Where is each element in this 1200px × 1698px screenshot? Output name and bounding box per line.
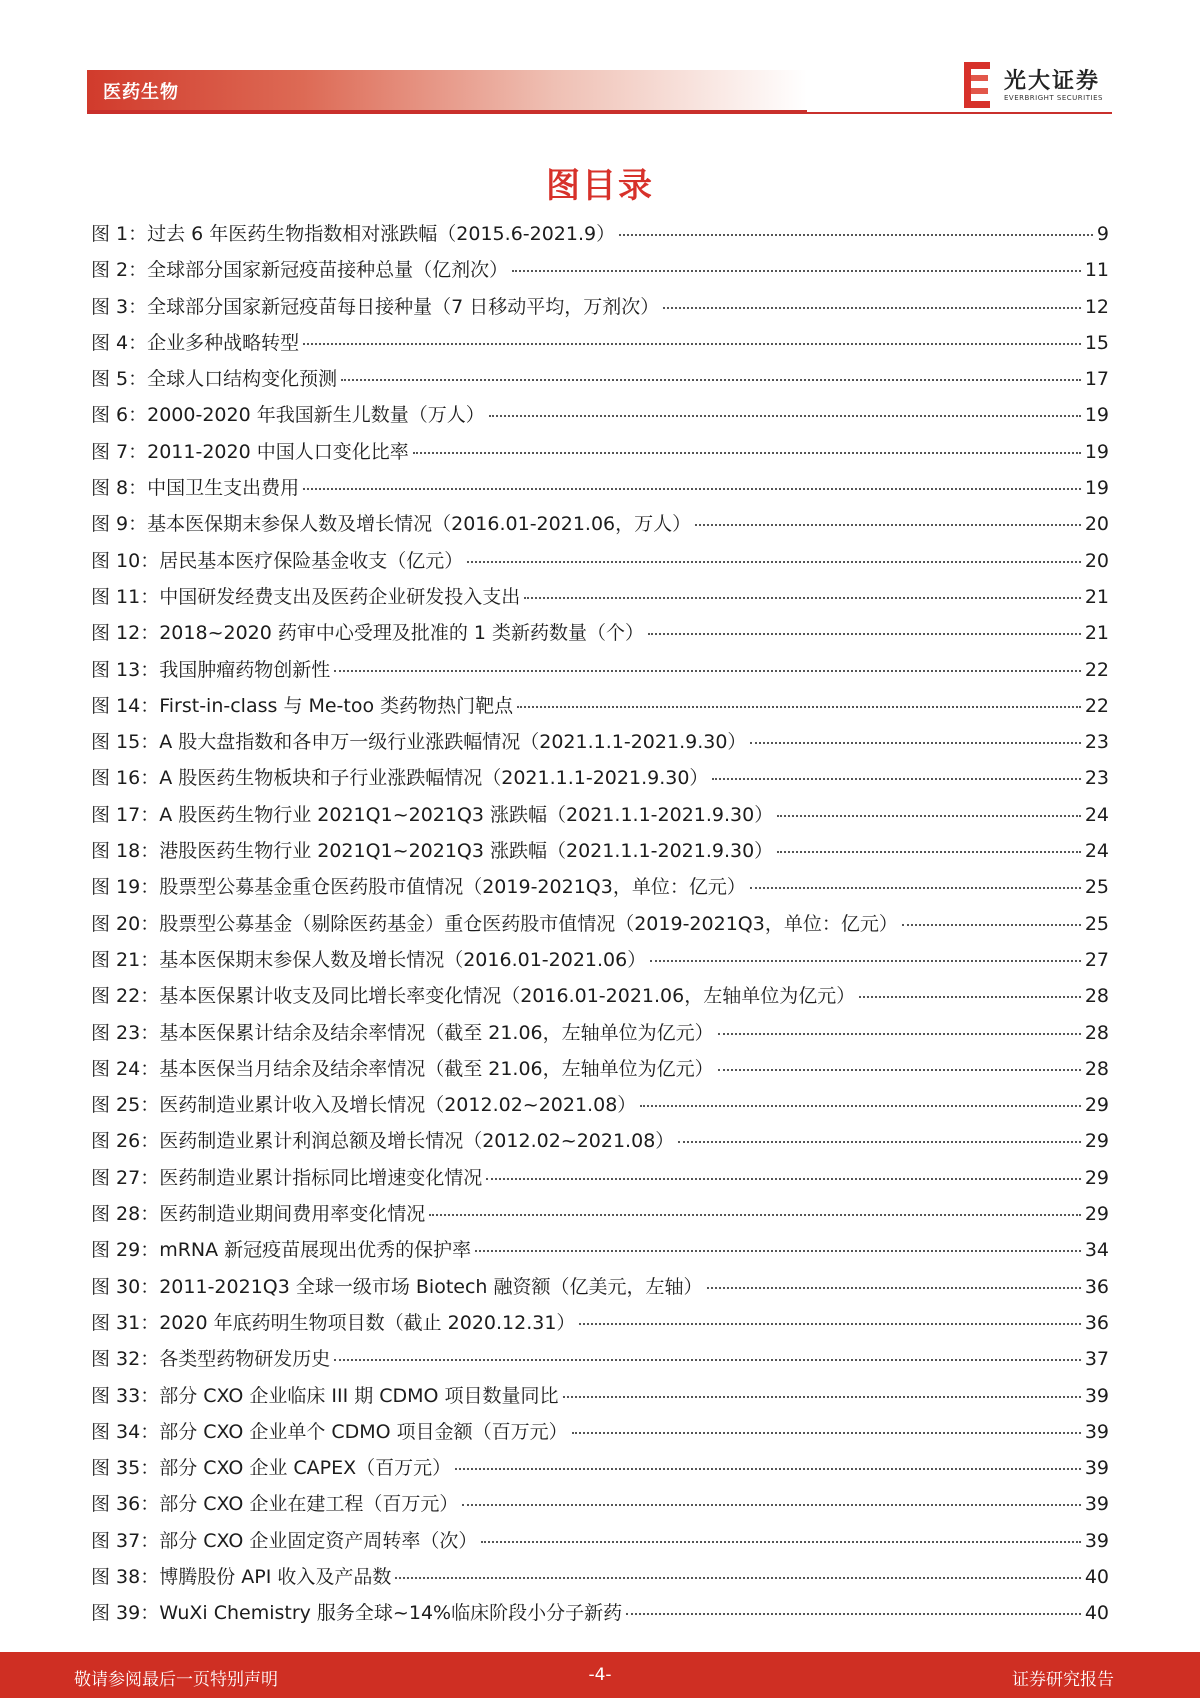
toc-entry-page[interactable]: 37 — [1084, 1348, 1109, 1371]
toc-entry-label[interactable]: 图 14：First-in-class 与 Me-too 类药物热门靶点 — [91, 694, 514, 717]
toc-entry[interactable] — [91, 216, 1109, 252]
toc-entry-page[interactable]: 17 — [1084, 368, 1109, 391]
section-label: 医药生物 — [103, 82, 179, 103]
toc-dot-leader — [395, 1576, 1080, 1579]
toc-dot-leader — [467, 560, 1081, 563]
toc-entry-page[interactable]: 34 — [1084, 1239, 1109, 1262]
toc-entry-label[interactable]: 图 24：基本医保当月结余及结余率情况（截至 21.06，左轴单位为亿元） — [91, 1057, 714, 1080]
toc-entry-page[interactable]: 25 — [1084, 876, 1109, 899]
toc-entry-page[interactable]: 29 — [1084, 1203, 1109, 1226]
toc-entry-label[interactable]: 图 31：2020 年底药明生物项目数（截止 2020.12.31） — [91, 1311, 576, 1334]
toc-entry-page[interactable]: 36 — [1084, 1275, 1109, 1298]
toc-entry-page[interactable]: 20 — [1084, 549, 1109, 572]
page-number: -4- — [588, 1665, 612, 1685]
toc-entry[interactable] — [91, 1015, 1109, 1051]
toc-entry-label[interactable]: 图 21：基本医保期末参保人数及增长情况（2016.01-2021.06） — [91, 948, 647, 971]
toc-entry-page[interactable]: 25 — [1084, 912, 1109, 935]
toc-entry-page[interactable]: 36 — [1084, 1311, 1109, 1334]
toc-entry-label[interactable]: 图 19：股票型公募基金重仓医药股市值情况（2019-2021Q3，单位：亿元） — [91, 876, 746, 899]
toc-dot-leader — [650, 959, 1081, 962]
toc-entry-label[interactable]: 图 38：博腾股份 API 收入及产品数 — [91, 1565, 392, 1588]
toc-entry[interactable] — [91, 1450, 1109, 1486]
toc-list — [91, 216, 1109, 1632]
toc-entry-page[interactable]: 29 — [1084, 1130, 1109, 1153]
toc-entry-label[interactable]: 图 35：部分 CXO 企业 CAPEX（百万元） — [91, 1457, 452, 1480]
toc-entry-page[interactable]: 21 — [1084, 622, 1109, 645]
header-divider — [87, 112, 1112, 114]
toc-entry[interactable] — [91, 434, 1109, 470]
toc-entry-label[interactable]: 图 1：过去 6 年医药生物指数相对涨跌幅（2015.6-2021.9） — [91, 223, 616, 245]
toc-entry-label[interactable]: 图 25：医药制造业累计收入及增长情况（2012.02~2021.08） — [91, 1094, 637, 1117]
toc-entry-label[interactable]: 图 39：WuXi Chemistry 服务全球~14%临床阶段小分子新药 — [91, 1602, 623, 1625]
toc-dot-leader — [695, 523, 1081, 526]
toc-entry[interactable] — [91, 760, 1109, 796]
toc-entry[interactable] — [91, 506, 1109, 542]
toc-entry-label[interactable]: 图 13：我国肿瘤药物创新性 — [91, 658, 331, 681]
toc-entry[interactable] — [91, 1269, 1109, 1305]
toc-entry[interactable] — [91, 1523, 1109, 1559]
toc-entry-page[interactable]: 22 — [1084, 694, 1109, 717]
toc-entry-page[interactable]: 20 — [1084, 513, 1109, 536]
toc-dot-leader — [859, 995, 1081, 998]
company-logo — [962, 62, 1112, 110]
toc-entry[interactable] — [91, 1051, 1109, 1087]
toc-entry-label[interactable]: 图 11：中国研发经费支出及医药企业研发投入支出 — [91, 585, 521, 608]
toc-entry[interactable] — [91, 470, 1109, 506]
toc-entry[interactable] — [91, 1341, 1109, 1377]
toc-dot-leader — [413, 451, 1081, 454]
toc-entry-page[interactable]: 11 — [1084, 259, 1109, 282]
toc-dot-leader — [524, 596, 1081, 599]
toc-entry-page[interactable]: 9 — [1096, 223, 1109, 245]
toc-dot-leader — [640, 1104, 1081, 1107]
toc-entry-label[interactable]: 图 4：企业多种战略转型 — [91, 331, 300, 354]
toc-entry-label[interactable]: 图 37：部分 CXO 企业固定资产周转率（次） — [91, 1529, 478, 1552]
toc-entry-label[interactable]: 图 30：2011-2021Q3 全球一级市场 Biotech 融资额（亿美元，左轴） — [91, 1275, 703, 1298]
toc-dot-leader — [429, 1213, 1081, 1216]
toc-entry-page[interactable]: 28 — [1084, 1057, 1109, 1080]
toc-entry-page[interactable]: 22 — [1084, 658, 1109, 681]
toc-dot-leader — [619, 233, 1093, 236]
toc-entry-page[interactable]: 24 — [1084, 840, 1109, 863]
toc-entry-page[interactable]: 19 — [1084, 404, 1109, 427]
toc-entry-label[interactable]: 图 20：股票型公募基金（剔除医药基金）重仓医药股市值情况（2019-2021Q3，单位：亿元） — [91, 912, 898, 935]
toc-entry-label[interactable]: 图 34：部分 CXO 企业单个 CDMO 项目金额（百万元） — [91, 1420, 568, 1443]
toc-dot-leader — [462, 1503, 1080, 1506]
toc-entry-page[interactable]: 19 — [1084, 440, 1109, 463]
toc-entry-label[interactable]: 图 27：医药制造业累计指标同比增速变化情况 — [91, 1166, 483, 1189]
toc-entry[interactable] — [91, 942, 1109, 978]
toc-dot-leader — [303, 342, 1081, 345]
logo-name: 光大证券 — [1004, 69, 1101, 94]
toc-dot-leader — [475, 1249, 1081, 1252]
toc-entry-page[interactable]: 39 — [1084, 1457, 1109, 1480]
toc-entry-label[interactable]: 图 36：部分 CXO 企业在建工程（百万元） — [91, 1493, 459, 1516]
footer-bar — [0, 1652, 1200, 1698]
toc-entry-page[interactable]: 39 — [1084, 1529, 1109, 1552]
toc-entry[interactable] — [91, 325, 1109, 361]
toc-entry[interactable] — [91, 1232, 1109, 1268]
toc-entry-page[interactable]: 15 — [1084, 331, 1109, 354]
toc-entry-page[interactable]: 28 — [1084, 1021, 1109, 1044]
toc-entry-label[interactable]: 图 16：A 股医药生物板块和子行业涨跌幅情况（2021.1.1-2021.9.30） — [91, 767, 709, 790]
toc-entry-label[interactable]: 图 32：各类型药物研发历史 — [91, 1348, 331, 1371]
toc-dot-leader — [341, 378, 1081, 381]
footer-disclaimer: 敬请参阅最后一页特别声明 — [74, 1670, 278, 1690]
toc-entry[interactable] — [91, 652, 1109, 688]
toc-dot-leader — [750, 741, 1080, 744]
footer-report-type: 证券研究报告 — [1012, 1670, 1114, 1690]
toc-entry[interactable] — [91, 1305, 1109, 1341]
toc-dot-leader — [707, 1286, 1081, 1289]
toc-entry-label[interactable]: 图 18：港股医药生物行业 2021Q1~2021Q3 涨跌幅（2021.1.1-2021.9.30） — [91, 840, 774, 863]
toc-entry-label[interactable]: 图 6：2000-2020 年我国新生儿数量（万人） — [91, 404, 485, 427]
toc-entry-label[interactable]: 图 12：2018~2020 药审中心受理及批准的 1 类新药数量（个） — [91, 622, 645, 645]
toc-dot-leader — [718, 1032, 1081, 1035]
toc-dot-leader — [512, 269, 1081, 272]
toc-entry[interactable] — [91, 978, 1109, 1014]
toc-dot-leader — [626, 1612, 1081, 1615]
toc-entry-label[interactable]: 图 7：2011-2020 中国人口变化比率 — [91, 440, 409, 463]
toc-dot-leader — [334, 1358, 1081, 1361]
toc-entry[interactable] — [91, 869, 1109, 905]
toc-entry[interactable] — [91, 1414, 1109, 1450]
toc-entry-page[interactable]: 40 — [1084, 1602, 1109, 1625]
toc-entry-page[interactable]: 12 — [1084, 295, 1109, 318]
toc-dot-leader — [902, 923, 1081, 926]
toc-entry[interactable] — [91, 1378, 1109, 1414]
toc-dot-leader — [718, 1068, 1081, 1071]
toc-entry-label[interactable]: 图 3：全球部分国家新冠疫苗每日接种量（7 日移动平均，万剂次） — [91, 295, 660, 318]
header-banner — [87, 70, 807, 112]
toc-entry-page[interactable]: 21 — [1084, 585, 1109, 608]
toc-dot-leader — [517, 705, 1081, 708]
toc-dot-leader — [572, 1431, 1081, 1434]
toc-entry[interactable] — [91, 724, 1109, 760]
toc-entry[interactable] — [91, 1160, 1109, 1196]
toc-entry[interactable] — [91, 543, 1109, 579]
toc-entry[interactable] — [91, 361, 1109, 397]
toc-dot-leader — [750, 886, 1081, 889]
toc-entry[interactable] — [91, 397, 1109, 433]
toc-entry-page[interactable]: 24 — [1084, 803, 1109, 826]
toc-dot-leader — [334, 669, 1081, 672]
toc-entry-label[interactable]: 图 9：基本医保期末参保人数及增长情况（2016.01-2021.06，万人） — [91, 513, 692, 536]
toc-entry-page[interactable]: 29 — [1084, 1166, 1109, 1189]
toc-dot-leader — [663, 306, 1081, 309]
toc-entry[interactable] — [91, 906, 1109, 942]
toc-dot-leader — [678, 1140, 1081, 1143]
toc-entry[interactable] — [91, 1196, 1109, 1232]
toc-entry[interactable] — [91, 833, 1109, 869]
toc-entry-page[interactable]: 23 — [1084, 767, 1109, 790]
toc-entry[interactable] — [91, 1559, 1109, 1595]
toc-entry-label[interactable]: 图 22：基本医保累计收支及同比增长率变化情况（2016.01-2021.06，左轴单位为亿元） — [91, 985, 856, 1008]
toc-entry[interactable] — [91, 1595, 1109, 1631]
toc-dot-leader — [777, 814, 1081, 817]
toc-entry[interactable] — [91, 688, 1109, 724]
toc-dot-leader — [563, 1395, 1081, 1398]
toc-entry-page[interactable]: 27 — [1084, 948, 1109, 971]
toc-entry-label[interactable]: 图 2：全球部分国家新冠疫苗接种总量（亿剂次） — [91, 259, 509, 282]
toc-dot-leader — [777, 850, 1081, 853]
toc-entry-label[interactable]: 图 29：mRNA 新冠疫苗展现出优秀的保护率 — [91, 1239, 472, 1262]
toc-entry-page[interactable]: 39 — [1084, 1384, 1109, 1407]
toc-entry[interactable] — [91, 1087, 1109, 1123]
toc-dot-leader — [455, 1467, 1081, 1470]
toc-entry-label[interactable]: 图 5：全球人口结构变化预测 — [91, 368, 338, 391]
toc-entry-page[interactable]: 40 — [1084, 1565, 1109, 1588]
logo-subtitle: EVERBRIGHT SECURITIES — [1004, 94, 1103, 102]
toc-entry[interactable] — [91, 1123, 1109, 1159]
toc-dot-leader — [489, 414, 1081, 417]
toc-entry[interactable] — [91, 615, 1109, 651]
toc-entry[interactable] — [91, 252, 1109, 288]
toc-entry-label[interactable]: 图 28：医药制造业期间费用率变化情况 — [91, 1203, 426, 1226]
toc-entry-page[interactable]: 39 — [1084, 1493, 1109, 1516]
toc-entry-label[interactable]: 图 26：医药制造业累计利润总额及增长情况（2012.02~2021.08） — [91, 1130, 675, 1153]
toc-entry-page[interactable]: 23 — [1084, 731, 1109, 754]
toc-dot-leader — [712, 777, 1080, 780]
toc-dot-leader — [648, 632, 1081, 635]
toc-entry-page[interactable]: 19 — [1084, 477, 1109, 500]
toc-entry-page[interactable]: 29 — [1084, 1094, 1109, 1117]
toc-dot-leader — [579, 1322, 1080, 1325]
everbright-logo-icon — [962, 62, 992, 108]
toc-dot-leader — [481, 1540, 1080, 1543]
toc-entry-label[interactable]: 图 10：居民基本医疗保险基金收支（亿元） — [91, 549, 464, 572]
toc-entry[interactable] — [91, 289, 1109, 325]
toc-dot-leader — [303, 487, 1081, 490]
toc-entry-page[interactable]: 39 — [1084, 1420, 1109, 1443]
toc-entry-label[interactable]: 图 17：A 股医药生物行业 2021Q1~2021Q3 涨跌幅（2021.1.1-2021.9.30） — [91, 803, 774, 826]
toc-entry-label[interactable]: 图 8：中国卫生支出费用 — [91, 477, 300, 500]
toc-entry[interactable] — [91, 1486, 1109, 1522]
toc-title: 图目录 — [546, 166, 654, 206]
toc-entry-page[interactable]: 28 — [1084, 985, 1109, 1008]
toc-entry[interactable] — [91, 579, 1109, 615]
toc-entry[interactable] — [91, 797, 1109, 833]
toc-dot-leader — [486, 1177, 1081, 1180]
toc-entry-label[interactable]: 图 33：部分 CXO 企业临床 III 期 CDMO 项目数量同比 — [91, 1384, 559, 1407]
toc-entry-label[interactable]: 图 23：基本医保累计结余及结余率情况（截至 21.06，左轴单位为亿元） — [91, 1021, 714, 1044]
toc-entry-label[interactable]: 图 15：A 股大盘指数和各申万一级行业涨跌幅情况（2021.1.1-2021.9.30） — [91, 731, 747, 754]
